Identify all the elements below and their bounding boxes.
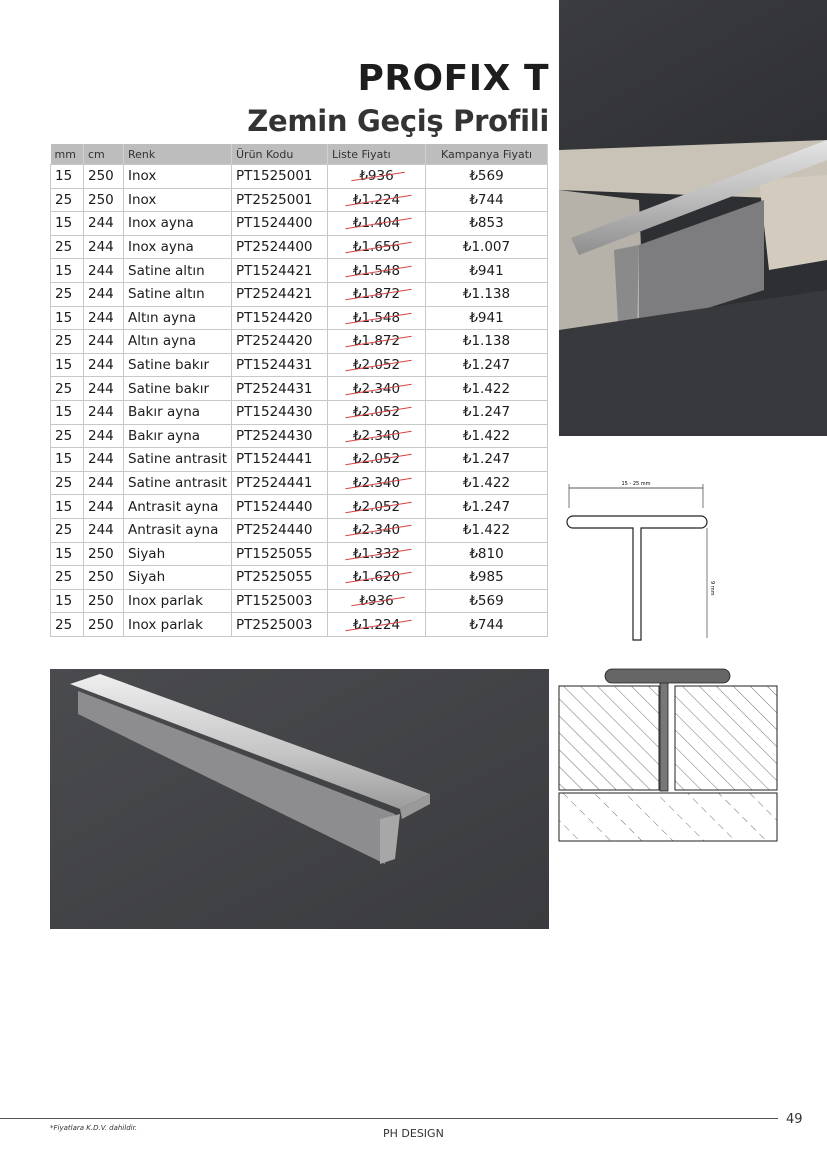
cell-kampanya-fiyati	[426, 471, 548, 495]
cell-kampanya-fiyati-text: ₺1.422	[462, 427, 511, 444]
cell-cm	[84, 448, 124, 472]
cell-kampanya-fiyati	[426, 542, 548, 566]
cell-renk	[124, 448, 232, 472]
cell-kampanya-fiyati-text: ₺569	[469, 592, 504, 609]
table-row	[51, 353, 548, 377]
cell-liste-fiyati	[328, 518, 426, 542]
cell-kampanya-fiyati	[426, 235, 548, 259]
cell-liste-fiyati	[328, 235, 426, 259]
cell-renk-text: Inox	[128, 191, 157, 208]
cell-cm-text: 250	[88, 545, 114, 562]
cell-renk	[124, 235, 232, 259]
cell-urun-kodu-text: PT1524430	[236, 404, 313, 421]
cell-cm	[84, 518, 124, 542]
page-subtitle: Zemin Geçiş Profili	[247, 104, 549, 138]
cell-kampanya-fiyati	[426, 165, 548, 189]
cell-liste-fiyati-text: ₺2.052	[352, 498, 401, 515]
cell-renk-text: Bakır ayna	[128, 427, 201, 444]
cell-mm	[51, 282, 84, 306]
installation-section-drawing	[557, 663, 779, 843]
cell-liste-fiyati-text: ₺1.872	[352, 333, 401, 350]
cell-kampanya-fiyati	[426, 613, 548, 637]
cell-renk-text: Satine altın	[128, 262, 205, 279]
cell-renk	[124, 471, 232, 495]
table-row	[51, 306, 548, 330]
cell-cm-text: 244	[88, 475, 114, 492]
cell-kampanya-fiyati-text: ₺941	[469, 309, 504, 326]
cell-urun-kodu	[232, 235, 328, 259]
cell-kampanya-fiyati	[426, 353, 548, 377]
cell-kampanya-fiyati	[426, 424, 548, 448]
cell-kampanya-fiyati-text: ₺1.007	[462, 239, 511, 256]
cell-mm-text: 15	[55, 262, 73, 279]
cell-renk-text: Antrasit ayna	[128, 522, 219, 539]
cell-cm	[84, 589, 124, 613]
cell-liste-fiyati-text: ₺2.340	[352, 427, 401, 444]
cell-renk	[124, 330, 232, 354]
cell-renk	[124, 542, 232, 566]
cell-mm	[51, 330, 84, 354]
cell-cm-text: 244	[88, 333, 114, 350]
cell-cm	[84, 353, 124, 377]
cell-mm-text: 15	[55, 309, 73, 326]
cell-cm	[84, 212, 124, 236]
cell-urun-kodu	[232, 448, 328, 472]
cell-renk-text: Antrasit ayna	[128, 498, 219, 515]
cell-mm-text: 25	[55, 380, 73, 397]
cell-cm-text: 244	[88, 404, 114, 421]
col-mm: mm	[51, 144, 84, 165]
cell-liste-fiyati-text: ₺1.224	[352, 616, 401, 633]
cell-liste-fiyati-text: ₺2.052	[352, 451, 401, 468]
table-row	[51, 589, 548, 613]
cell-liste-fiyati-text: ₺1.404	[352, 215, 401, 232]
cell-urun-kodu-text: PT1525001	[236, 168, 313, 185]
cell-urun-kodu	[232, 518, 328, 542]
col-cm: cm	[84, 144, 124, 165]
cell-liste-fiyati	[328, 212, 426, 236]
cell-renk-text: Siyah	[128, 545, 166, 562]
cell-liste-fiyati-text: ₺2.052	[352, 357, 401, 374]
cell-liste-fiyati	[328, 542, 426, 566]
cell-renk	[124, 282, 232, 306]
cell-renk-text: Siyah	[128, 569, 166, 586]
cell-liste-fiyati-text: ₺1.548	[352, 309, 401, 326]
cell-urun-kodu-text: PT2525055	[236, 569, 313, 586]
table-row	[51, 377, 548, 401]
table-row	[51, 282, 548, 306]
cell-renk	[124, 613, 232, 637]
table-row	[51, 259, 548, 283]
cell-urun-kodu	[232, 188, 328, 212]
product-photo-installed	[559, 0, 827, 436]
table-row	[51, 330, 548, 354]
cell-kampanya-fiyati	[426, 306, 548, 330]
table-header-row	[51, 144, 548, 165]
cell-mm	[51, 235, 84, 259]
cell-cm-text: 250	[88, 616, 114, 633]
cell-urun-kodu	[232, 613, 328, 637]
height-dimension-label: 9 mm	[709, 581, 715, 596]
cell-liste-fiyati-text: ₺1.620	[352, 569, 401, 586]
cell-liste-fiyati-text: ₺1.548	[352, 262, 401, 279]
cell-mm-text: 25	[55, 569, 73, 586]
cell-cm	[84, 330, 124, 354]
cell-mm	[51, 448, 84, 472]
cell-urun-kodu	[232, 282, 328, 306]
cell-kampanya-fiyati-text: ₺1.422	[462, 380, 511, 397]
cell-mm-text: 25	[55, 333, 73, 350]
cell-mm-text: 25	[55, 522, 73, 539]
cell-liste-fiyati-text: ₺2.340	[352, 380, 401, 397]
cell-renk	[124, 353, 232, 377]
cell-renk	[124, 377, 232, 401]
cell-kampanya-fiyati	[426, 259, 548, 283]
cell-mm-text: 15	[55, 404, 73, 421]
cell-renk	[124, 495, 232, 519]
table-row	[51, 400, 548, 424]
cell-liste-fiyati-text: ₺1.224	[352, 191, 401, 208]
cell-renk-text: Satine altın	[128, 286, 205, 303]
table-row	[51, 542, 548, 566]
cell-mm	[51, 306, 84, 330]
cell-liste-fiyati	[328, 589, 426, 613]
cell-renk-text: Satine bakır	[128, 380, 209, 397]
cell-liste-fiyati	[328, 259, 426, 283]
cell-urun-kodu	[232, 212, 328, 236]
cell-kampanya-fiyati-text: ₺744	[469, 191, 504, 208]
cell-cm	[84, 282, 124, 306]
cell-mm-text: 15	[55, 357, 73, 374]
table-row	[51, 188, 548, 212]
cell-renk	[124, 259, 232, 283]
cell-kampanya-fiyati	[426, 400, 548, 424]
cell-cm	[84, 495, 124, 519]
cell-urun-kodu	[232, 400, 328, 424]
cell-liste-fiyati	[328, 377, 426, 401]
cell-liste-fiyati	[328, 306, 426, 330]
col-liste-fiyati: Liste Fiyatı	[328, 144, 426, 165]
cell-urun-kodu-text: PT2524431	[236, 380, 313, 397]
cell-renk-text: Inox parlak	[128, 616, 203, 633]
table-row	[51, 613, 548, 637]
cell-cm	[84, 424, 124, 448]
cell-cm-text: 244	[88, 498, 114, 515]
cell-cm-text: 244	[88, 380, 114, 397]
cell-cm	[84, 377, 124, 401]
cell-mm-text: 25	[55, 191, 73, 208]
cell-urun-kodu	[232, 471, 328, 495]
cell-mm-text: 15	[55, 592, 73, 609]
cell-cm	[84, 306, 124, 330]
cell-urun-kodu-text: PT1524431	[236, 357, 313, 374]
cell-kampanya-fiyati-text: ₺744	[469, 616, 504, 633]
cell-mm-text: 25	[55, 286, 73, 303]
cell-renk	[124, 424, 232, 448]
cell-renk-text: Inox parlak	[128, 592, 203, 609]
product-photo-closeup	[50, 669, 549, 929]
cell-cm-text: 244	[88, 286, 114, 303]
cell-kampanya-fiyati-text: ₺985	[469, 569, 504, 586]
cell-mm	[51, 471, 84, 495]
cell-mm-text: 15	[55, 451, 73, 468]
cell-liste-fiyati	[328, 330, 426, 354]
cell-cm-text: 244	[88, 262, 114, 279]
cell-urun-kodu-text: PT2524441	[236, 475, 313, 492]
cell-cm	[84, 471, 124, 495]
cell-renk-text: Satine bakır	[128, 357, 209, 374]
cell-urun-kodu	[232, 377, 328, 401]
cell-urun-kodu	[232, 353, 328, 377]
price-table	[50, 144, 548, 637]
cell-kampanya-fiyati	[426, 282, 548, 306]
cell-urun-kodu	[232, 306, 328, 330]
cell-mm	[51, 424, 84, 448]
cell-renk	[124, 306, 232, 330]
brand-name: PH DESIGN	[383, 1127, 444, 1140]
cell-cm-text: 250	[88, 191, 114, 208]
table-row	[51, 448, 548, 472]
cell-mm	[51, 589, 84, 613]
cell-liste-fiyati-text: ₺2.052	[352, 404, 401, 421]
cell-liste-fiyati-text: ₺2.340	[352, 522, 401, 539]
cell-urun-kodu-text: PT1524421	[236, 262, 313, 279]
vat-footnote: *Fiyatlara K.D.V. dahildir.	[50, 1124, 138, 1132]
cell-urun-kodu-text: PT2524400	[236, 239, 313, 256]
cell-cm-text: 244	[88, 522, 114, 539]
cell-mm	[51, 566, 84, 590]
col-urun-kodu: Ürün Kodu	[232, 144, 328, 165]
cell-urun-kodu	[232, 330, 328, 354]
table-row	[51, 424, 548, 448]
cell-kampanya-fiyati	[426, 495, 548, 519]
cell-kampanya-fiyati-text: ₺810	[469, 545, 504, 562]
cell-mm	[51, 542, 84, 566]
cell-urun-kodu-text: PT1525055	[236, 545, 313, 562]
cell-renk-text: Inox ayna	[128, 239, 194, 256]
cell-urun-kodu-text: PT2525003	[236, 616, 313, 633]
cell-urun-kodu-text: PT2524420	[236, 333, 313, 350]
cell-liste-fiyati-text: ₺1.656	[352, 239, 401, 256]
cell-renk-text: Satine antrasit	[128, 475, 228, 492]
cell-kampanya-fiyati	[426, 188, 548, 212]
cell-liste-fiyati	[328, 495, 426, 519]
cell-urun-kodu	[232, 259, 328, 283]
cell-renk	[124, 566, 232, 590]
cell-liste-fiyati	[328, 282, 426, 306]
cell-urun-kodu-text: PT2524430	[236, 427, 313, 444]
cell-mm	[51, 613, 84, 637]
cell-cm-text: 244	[88, 451, 114, 468]
cell-mm-text: 25	[55, 427, 73, 444]
cell-kampanya-fiyati-text: ₺853	[469, 215, 504, 232]
table-row	[51, 495, 548, 519]
cell-cm-text: 244	[88, 215, 114, 232]
cell-renk-text: Bakır ayna	[128, 404, 201, 421]
cell-mm-text: 25	[55, 239, 73, 256]
cell-liste-fiyati	[328, 566, 426, 590]
cell-cm-text: 244	[88, 427, 114, 444]
cell-liste-fiyati	[328, 613, 426, 637]
table-row	[51, 212, 548, 236]
profile-dimension-drawing	[559, 478, 719, 648]
table-row	[51, 566, 548, 590]
cell-cm-text: 244	[88, 309, 114, 326]
cell-cm	[84, 566, 124, 590]
cell-liste-fiyati-text: ₺1.332	[352, 545, 401, 562]
cell-renk	[124, 212, 232, 236]
cell-liste-fiyati	[328, 424, 426, 448]
cell-mm	[51, 400, 84, 424]
cell-kampanya-fiyati-text: ₺1.247	[462, 451, 511, 468]
cell-mm-text: 15	[55, 545, 73, 562]
cell-mm	[51, 212, 84, 236]
cell-mm	[51, 495, 84, 519]
cell-liste-fiyati	[328, 188, 426, 212]
cell-urun-kodu-text: PT1525003	[236, 592, 313, 609]
table-row	[51, 235, 548, 259]
cell-renk-text: Altın ayna	[128, 333, 196, 350]
table-row	[51, 471, 548, 495]
cell-kampanya-fiyati-text: ₺1.138	[462, 286, 511, 303]
cell-urun-kodu-text: PT1524400	[236, 215, 313, 232]
cell-liste-fiyati	[328, 448, 426, 472]
cell-kampanya-fiyati-text: ₺941	[469, 262, 504, 279]
cell-mm	[51, 165, 84, 189]
cell-renk	[124, 589, 232, 613]
cell-mm	[51, 518, 84, 542]
cell-urun-kodu	[232, 165, 328, 189]
cell-kampanya-fiyati-text: ₺1.422	[462, 475, 511, 492]
width-dimension-label: 15 - 25 mm	[621, 481, 651, 487]
page-title: PROFIX T	[357, 58, 549, 99]
cell-cm	[84, 165, 124, 189]
cell-kampanya-fiyati	[426, 212, 548, 236]
cell-mm	[51, 188, 84, 212]
cell-cm	[84, 235, 124, 259]
cell-urun-kodu-text: PT2525001	[236, 191, 313, 208]
cell-cm-text: 250	[88, 569, 114, 586]
cell-liste-fiyati	[328, 471, 426, 495]
cell-kampanya-fiyati	[426, 566, 548, 590]
cell-cm	[84, 542, 124, 566]
cell-kampanya-fiyati-text: ₺1.422	[462, 522, 511, 539]
cell-liste-fiyati	[328, 353, 426, 377]
cell-cm-text: 250	[88, 592, 114, 609]
cell-kampanya-fiyati	[426, 448, 548, 472]
cell-cm-text: 244	[88, 239, 114, 256]
cell-renk	[124, 188, 232, 212]
cell-renk-text: Altın ayna	[128, 309, 196, 326]
cell-kampanya-fiyati	[426, 377, 548, 401]
cell-urun-kodu-text: PT1524440	[236, 498, 313, 515]
table-row	[51, 165, 548, 189]
cell-kampanya-fiyati	[426, 518, 548, 542]
cell-mm	[51, 259, 84, 283]
cell-urun-kodu-text: PT2524421	[236, 286, 313, 303]
cell-cm	[84, 613, 124, 637]
cell-renk-text: Inox	[128, 168, 157, 185]
cell-renk	[124, 518, 232, 542]
cell-liste-fiyati-text: ₺2.340	[352, 475, 401, 492]
col-renk: Renk	[124, 144, 232, 165]
cell-liste-fiyati	[328, 165, 426, 189]
cell-urun-kodu	[232, 495, 328, 519]
cell-kampanya-fiyati-text: ₺1.247	[462, 404, 511, 421]
cell-mm-text: 25	[55, 616, 73, 633]
cell-urun-kodu	[232, 424, 328, 448]
cell-urun-kodu-text: PT2524440	[236, 522, 313, 539]
cell-urun-kodu-text: PT1524420	[236, 309, 313, 326]
cell-kampanya-fiyati	[426, 589, 548, 613]
cell-cm	[84, 188, 124, 212]
cell-kampanya-fiyati	[426, 330, 548, 354]
cell-kampanya-fiyati-text: ₺1.247	[462, 357, 511, 374]
cell-liste-fiyati-text: ₺936	[359, 168, 394, 185]
cell-renk-text: Inox ayna	[128, 215, 194, 232]
cell-urun-kodu	[232, 589, 328, 613]
cell-mm-text: 25	[55, 475, 73, 492]
cell-urun-kodu	[232, 542, 328, 566]
col-kampanya-fiyati: Kampanya Fiyatı	[426, 144, 548, 165]
cell-kampanya-fiyati-text: ₺1.247	[462, 498, 511, 515]
page-number: 49	[786, 1112, 803, 1127]
footer-divider	[0, 1118, 778, 1119]
cell-renk	[124, 400, 232, 424]
cell-mm	[51, 377, 84, 401]
cell-cm-text: 244	[88, 357, 114, 374]
cell-liste-fiyati	[328, 400, 426, 424]
cell-renk	[124, 165, 232, 189]
cell-urun-kodu-text: PT1524441	[236, 451, 313, 468]
cell-urun-kodu	[232, 566, 328, 590]
cell-liste-fiyati-text: ₺936	[359, 592, 394, 609]
cell-mm-text: 15	[55, 168, 73, 185]
cell-kampanya-fiyati-text: ₺569	[469, 168, 504, 185]
table-row	[51, 518, 548, 542]
cell-kampanya-fiyati-text: ₺1.138	[462, 333, 511, 350]
cell-cm	[84, 400, 124, 424]
cell-liste-fiyati-text: ₺1.872	[352, 286, 401, 303]
cell-mm-text: 15	[55, 498, 73, 515]
cell-renk-text: Satine antrasit	[128, 451, 228, 468]
cell-cm	[84, 259, 124, 283]
cell-mm-text: 15	[55, 215, 73, 232]
cell-cm-text: 250	[88, 168, 114, 185]
cell-mm	[51, 353, 84, 377]
